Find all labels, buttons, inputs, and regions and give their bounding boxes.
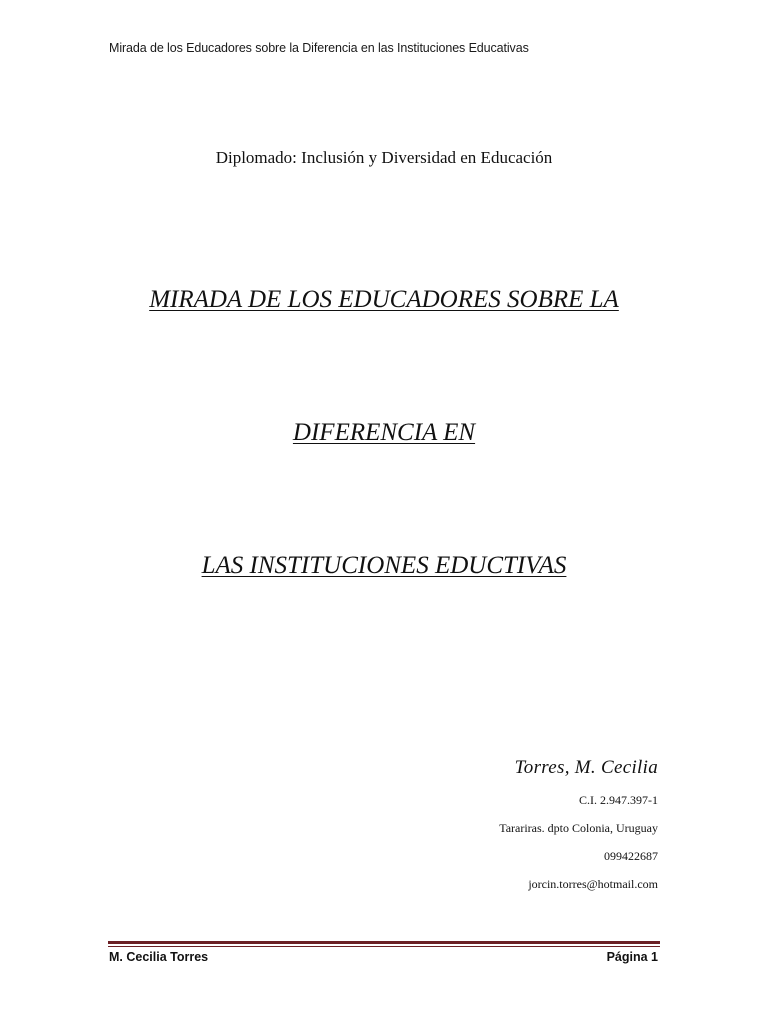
footer-rule-thin	[108, 946, 660, 947]
running-header: Mirada de los Educadores sobre la Diferencia en las Instituciones Educativas	[109, 41, 529, 55]
author-id: C.I. 2.947.397-1	[579, 793, 658, 807]
title-line-1: MIRADA DE LOS EDUCADORES SOBRE LA	[149, 286, 619, 313]
diploma-subtitle: Diplomado: Inclusión y Diversidad en Educación	[215, 148, 553, 167]
title-line-2: DIFERENCIA EN	[292, 419, 476, 446]
author-email: jorcin.torres@hotmail.com	[528, 877, 658, 891]
footer-rule-thick	[108, 941, 660, 944]
author-location: Tarariras. dpto Colonia, Uruguay	[499, 821, 658, 835]
author-phone: 099422687	[604, 849, 658, 863]
footer-author: M. Cecilia Torres	[109, 950, 209, 964]
author-name: Torres, M. Cecilia	[514, 757, 658, 778]
title-line-3: LAS INSTITUCIONES EDUCTIVAS	[201, 552, 567, 579]
footer-page-number: Página 1	[606, 950, 658, 964]
